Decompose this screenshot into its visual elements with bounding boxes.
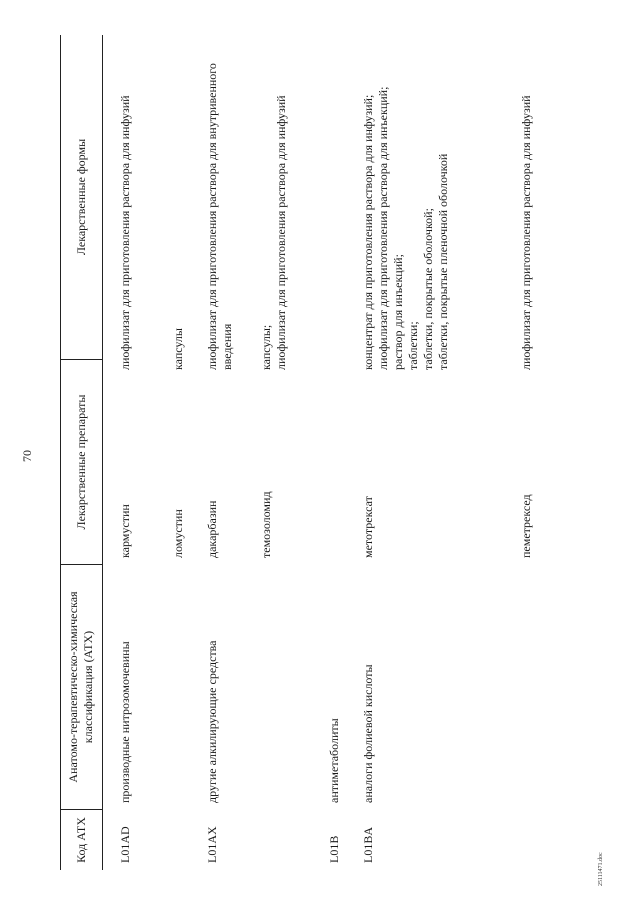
header-top-line bbox=[60, 35, 61, 870]
row-l01ax-form-2b: лиофилизат для приготовления раствора для инфузий bbox=[274, 95, 288, 370]
row-l01b-class: антиметаболиты bbox=[327, 718, 341, 803]
row-l01b-code: L01B bbox=[327, 835, 341, 863]
row-l01ba-class: аналоги фолиевой кислоты bbox=[361, 664, 375, 803]
row-l01ba-drug-1: метотрексат bbox=[361, 496, 375, 558]
header-classification: Анатомо-терапевтическо-химическая классификация (АТХ) bbox=[66, 591, 95, 783]
row-l01ax-drug-2: темозоломид bbox=[259, 491, 273, 558]
form-line: лиофилизат для приготовления раствора для инъекций; bbox=[376, 86, 390, 370]
row-l01ax-code: L01AX bbox=[205, 826, 219, 863]
row-l01ad-drug-2: ломустин bbox=[171, 509, 185, 558]
form-line: концентрат для приготовления раствора для инфузий; bbox=[361, 94, 375, 370]
row-l01ad-code: L01AD bbox=[118, 826, 132, 863]
form-line: таблетки, покрытые оболочкой; bbox=[421, 208, 435, 370]
form-line: раствор для инъекций; bbox=[391, 254, 405, 370]
row-l01ax-form-1: лиофилизат для приготовления раствора для внутривенного введения bbox=[205, 63, 234, 370]
header-drugs: Лекарственные препараты bbox=[74, 394, 88, 530]
row-l01ba-drug-2: пеметрексед bbox=[519, 494, 533, 558]
row-l01ax-form-2a: капсулы; bbox=[259, 324, 273, 370]
row-l01ba-form-2: лиофилизат для приготовления раствора для инфузий bbox=[519, 95, 533, 370]
header-forms: Лекарственные формы bbox=[74, 138, 88, 256]
row-l01ad-drug-1: кармустин bbox=[118, 504, 132, 558]
row-l01ad-class: производные нитрозомочевины bbox=[118, 641, 132, 803]
row-l01ad-form-2: капсулы bbox=[171, 328, 185, 370]
footer-filename: 25111471.doc bbox=[598, 852, 604, 886]
row-l01ax-class: другие алкилирующие средства bbox=[205, 640, 219, 803]
row-l01ad-form-1: лиофилизат для приготовления раствора для инфузий bbox=[118, 95, 132, 370]
form-line: таблетки; bbox=[406, 321, 420, 370]
row-l01ba-code: L01BA bbox=[361, 827, 375, 863]
form-line: таблетки, покрытые пленочной оболочкой bbox=[436, 153, 450, 370]
page-number: 70 bbox=[20, 450, 34, 462]
header-code: Код АТХ bbox=[74, 817, 88, 863]
row-l01ba-forms-1 bbox=[361, 40, 451, 370]
row-l01ax-drug-1: дакарбазин bbox=[205, 500, 219, 558]
header-bottom-line bbox=[102, 35, 103, 870]
